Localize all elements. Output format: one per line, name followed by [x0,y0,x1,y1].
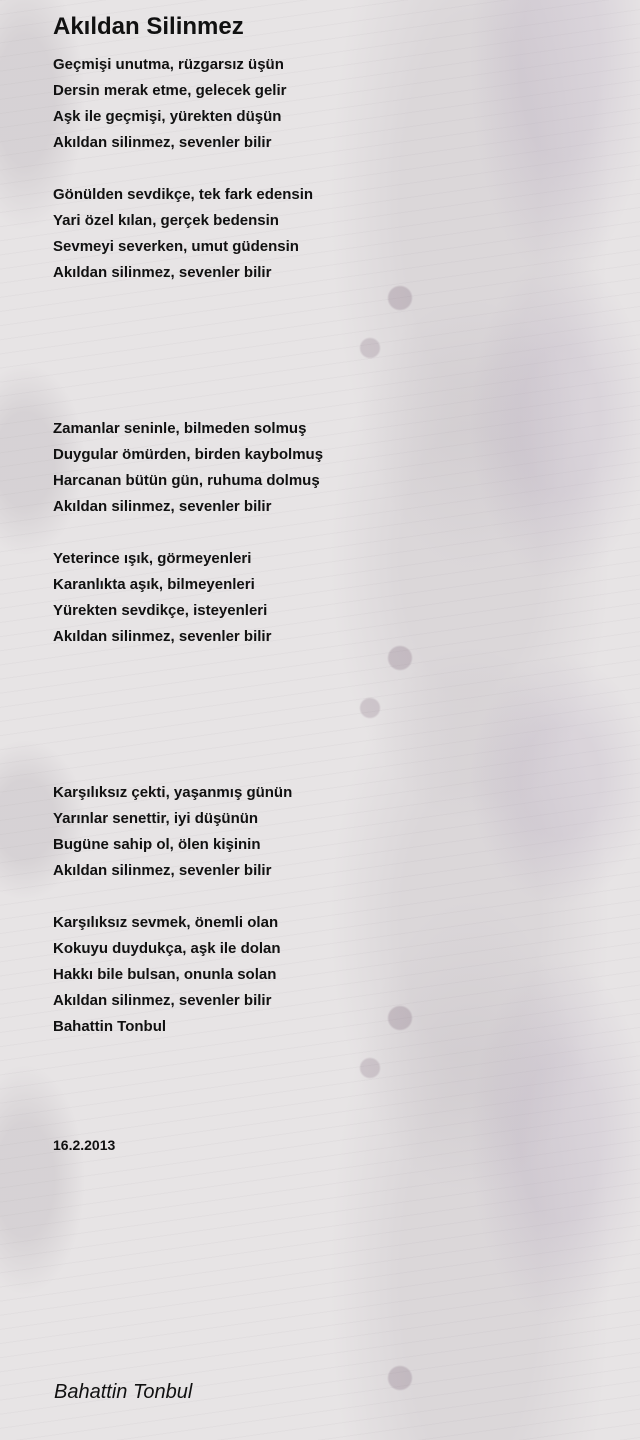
stanza-gap [53,156,613,182]
poem-body [53,52,613,1040]
poem-line: Akıldan silinmez, sevenler bilir [53,628,272,645]
poem-line: Harcanan bütün gün, ruhuma dolmuş [53,472,320,489]
poem-line: Akıldan silinmez, sevenler bilir [53,992,272,1009]
poem-line: Karşılıksız çekti, yaşanmış günün [53,784,293,801]
poem-line: Aşk ile geçmişi, yürekten düşün [53,108,282,125]
poem-line: Kokuyu duydukça, aşk ile dolan [53,940,281,957]
poem-line: Gönülden sevdikçe, tek fark edensin [53,186,314,203]
poem-line: Hakkı bile bulsan, onunla solan [53,966,277,983]
stanza-gap [53,884,613,910]
poem-date: 16.2.2013 [53,1137,116,1153]
poem-line: Zamanlar seninle, bilmeden solmuş [53,420,307,437]
poem-line: Karanlıkta aşık, bilmeyenleri [53,576,255,593]
stanza-6 [53,910,613,1040]
poem-line: Yürekten sevdikçe, isteyenleri [53,602,268,619]
section-gap [53,286,613,416]
section-gap [53,650,613,780]
poem-line: Duygular ömürden, birden kaybolmuş [53,446,324,463]
stanza-1 [53,52,613,156]
poem-line: Karşılıksız sevmek, önemli olan [53,914,279,931]
poem-line: Geçmişi unutma, rüzgarsız üşün [53,56,284,73]
poem-author-line: Bahattin Tonbul [53,1018,167,1035]
poem-line: Akıldan silinmez, sevenler bilir [53,498,272,515]
stanza-5 [53,780,613,884]
poem-title: Akıldan Silinmez [53,13,244,40]
author-signature: Bahattin Tonbul [54,1381,193,1403]
poem-line: Akıldan silinmez, sevenler bilir [53,264,272,281]
stanza-3 [53,416,613,520]
poem-line: Yeterince ışık, görmeyenleri [53,550,252,567]
stanza-4 [53,546,613,650]
stanza-2 [53,182,613,286]
poem-line: Yari özel kılan, gerçek bedensin [53,212,279,229]
poem-line: Yarınlar senettir, iyi düşünün [53,810,259,827]
poem-line: Akıldan silinmez, sevenler bilir [53,134,272,151]
poem-line: Dersin merak etme, gelecek gelir [53,82,287,99]
poem-line: Sevmeyi severken, umut güdensin [53,238,299,255]
poem-line: Akıldan silinmez, sevenler bilir [53,862,272,879]
poem-line: Bugüne sahip ol, ölen kişinin [53,836,261,853]
stanza-gap [53,520,613,546]
